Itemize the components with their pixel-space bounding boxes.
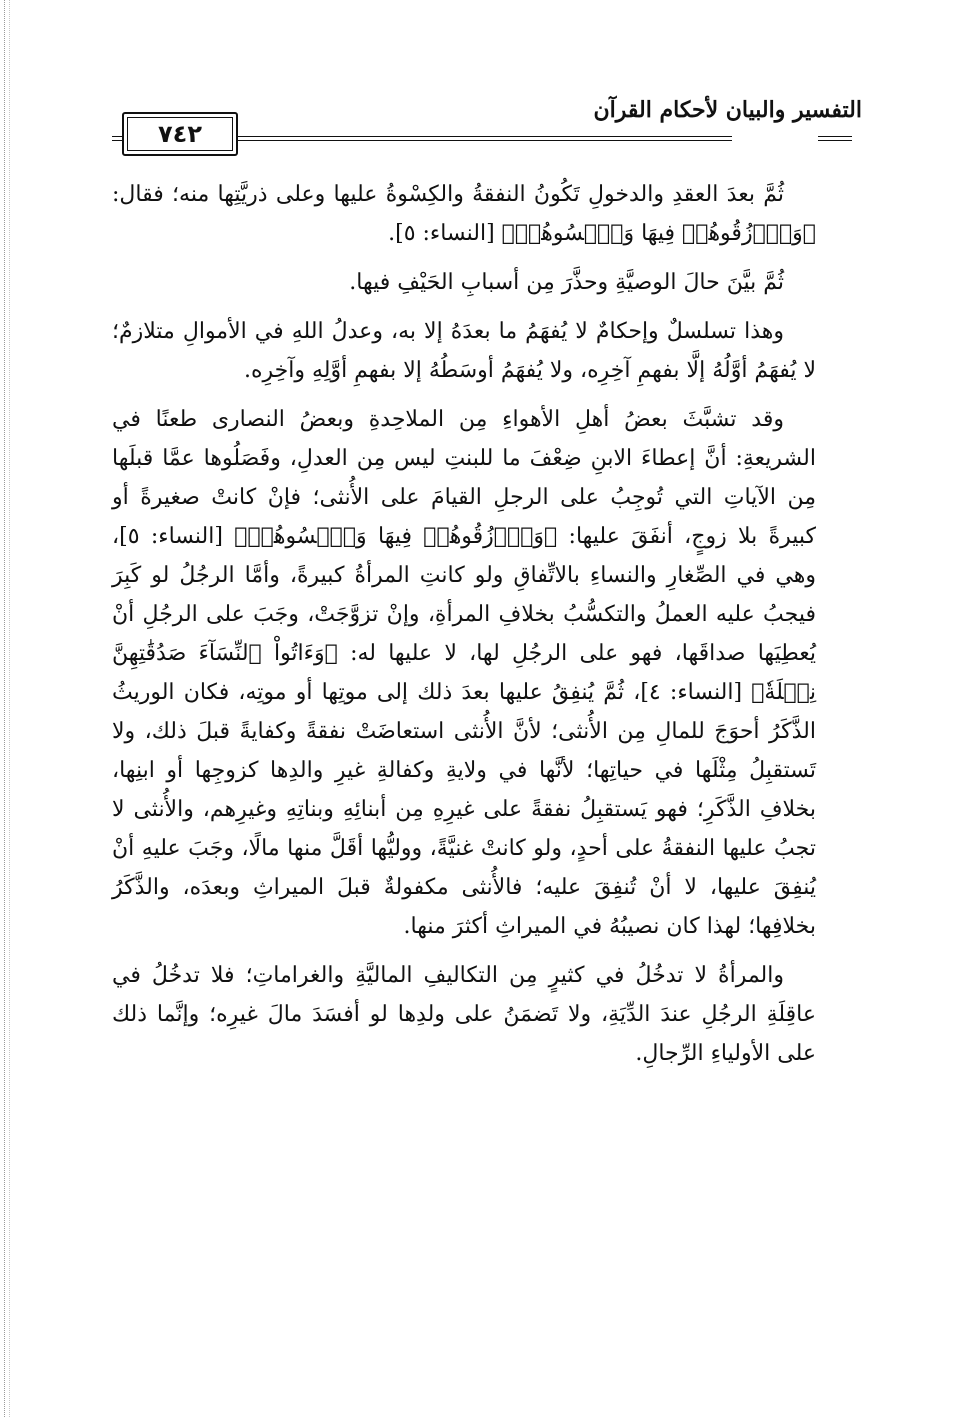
- page-number-frame: [122, 112, 238, 156]
- paragraph: وقد تشبَّثَ بعضُ أهلِ الأهواءِ مِن الملاحِدةِ وبعضُ النصارى طعنًا في الشريعةِ: أنَّ إعطاءَ الابنِ ضِعْفَ ما للبنتِ ليس مِن العدلِ، وفَصَلُوها عمَّا قبلَها مِن الآياتِ التي تُوجِبُ على الرجلِ القيامَ على الأُنثى؛ فإنْ كانتْ صغيرةً أو كبيرةً بلا زوجٍ، أنفَقَ عليها: ﴿وَٱرۡزُقُوهُمۡ فِيهَا وَٱكۡسُوهُمۡ﴾ [النساء: ٥]، وهي في الصِّغارِ والنساءِ بالاتِّفاقِ ولو كانتِ المرأةُ كبيرةً، وأمَّا الرجُلُ لو كَبِرَ فيجبُ عليه العملُ والتكسُّبُ بخلافِ المرأةِ، وإنْ تزوَّجَتْ، وجَبَ على الرجُلِ أنْ يُعطِيَها صداقَها، فهو على الرجُلِ لها، لا عليها له: ﴿وَءَاتُواْ ٱلنِّسَآءَ صَدُقَٰتِهِنَّ نِحۡلَةٗ﴾ [النساء: ٤]، ثُمَّ يُنفِقُ عليها بعدَ ذلك إلى موتِها أو موتِه، فكان الوريثُ الذَّكَرُ أحوَجَ للمالِ مِن الأُنثى؛ لأنَّ الأُنثى استعاضَتْ نفقةً وكفايةً قبلَ ذلك، ولا تَستقبِلُ مِثْلَها في حياتِها؛ لأنَّها في ولايةِ وكفالةِ غيرِ والدِها كزوجِها أو ابنِها، بخلافِ الذَّكَرِ؛ فهو يَستقبِلُ نفقةً على غيرِهِ مِن أبنائِهِ وبناتِهِ وغيرِهم، والأُنثى لا تجبُ عليها النفقةُ على أحدٍ، ولو كانتْ غنيَّةً، ووليُّها أقَلَّ منها مالًا، وجَبَ عليهِ أنْ يُنفِقَ عليها، لا أنْ تُنفِقَ عليه؛ فالأُنثى مكفولةٌ قبلَ الميراثِ وبعدَه، والذَّكَرُ بخلافِها؛ لهذا كان نصيبُهُ في الميراثِ أكثرَ منها.: [112, 407, 817, 939]
- page-number: ٧٤٢: [158, 120, 202, 148]
- page-header: [112, 92, 862, 154]
- paragraph: ثُمَّ بعدَ العقدِ والدخولِ تَكُونُ النفقةُ والكِسْوةُ عليها وعلى ذريَّتِها منه؛ فقال: ﴿وَٱرۡزُقُوهُمۡ فِيهَا وَٱكۡسُوهُمۡ﴾ [النساء: ٥].: [112, 182, 816, 246]
- header-rule: [818, 140, 852, 141]
- running-title: التفسير والبيان لأحكام القرآن: [593, 97, 862, 123]
- scan-edge-line: [4, 0, 5, 1417]
- scan-edge-line: [9, 0, 10, 1417]
- paragraph: والمرأةُ لا تدخُلُ في كثيرٍ مِن التكاليفِ الماليَّةِ والغراماتِ؛ فلا تدخُلُ في عاقِلَةِ الرجُلِ عندَ الدِّيَةِ، ولا تَضمَنُ على ولدِها لو أفسَدَ مالَ غيرِه؛ وإنَّما ذلك على الأولياءِ الرِّجالِ.: [112, 963, 816, 1066]
- page-body: [112, 175, 816, 1073]
- header-rule: [818, 136, 852, 137]
- paragraph: وهذا تسلسلٌ وإحكامٌ لا يُفهَمُ ما بعدَهُ إلا به، وعدلُ اللهِ في الأموالِ متلازمٌ؛ لا يُفهَمُ أوَّلُهُ إلَّا بفهمِ آخِرِه، ولا يُفهَمُ أوسَطُهُ إلا بفهمِ أوَّلِهِ وآخِرِه.: [112, 319, 816, 383]
- paragraph: ثُمَّ بيَّنَ حالَ الوصيَّةِ وحذَّرَ مِن أسبابِ الحَيْفِ فيها.: [349, 270, 784, 295]
